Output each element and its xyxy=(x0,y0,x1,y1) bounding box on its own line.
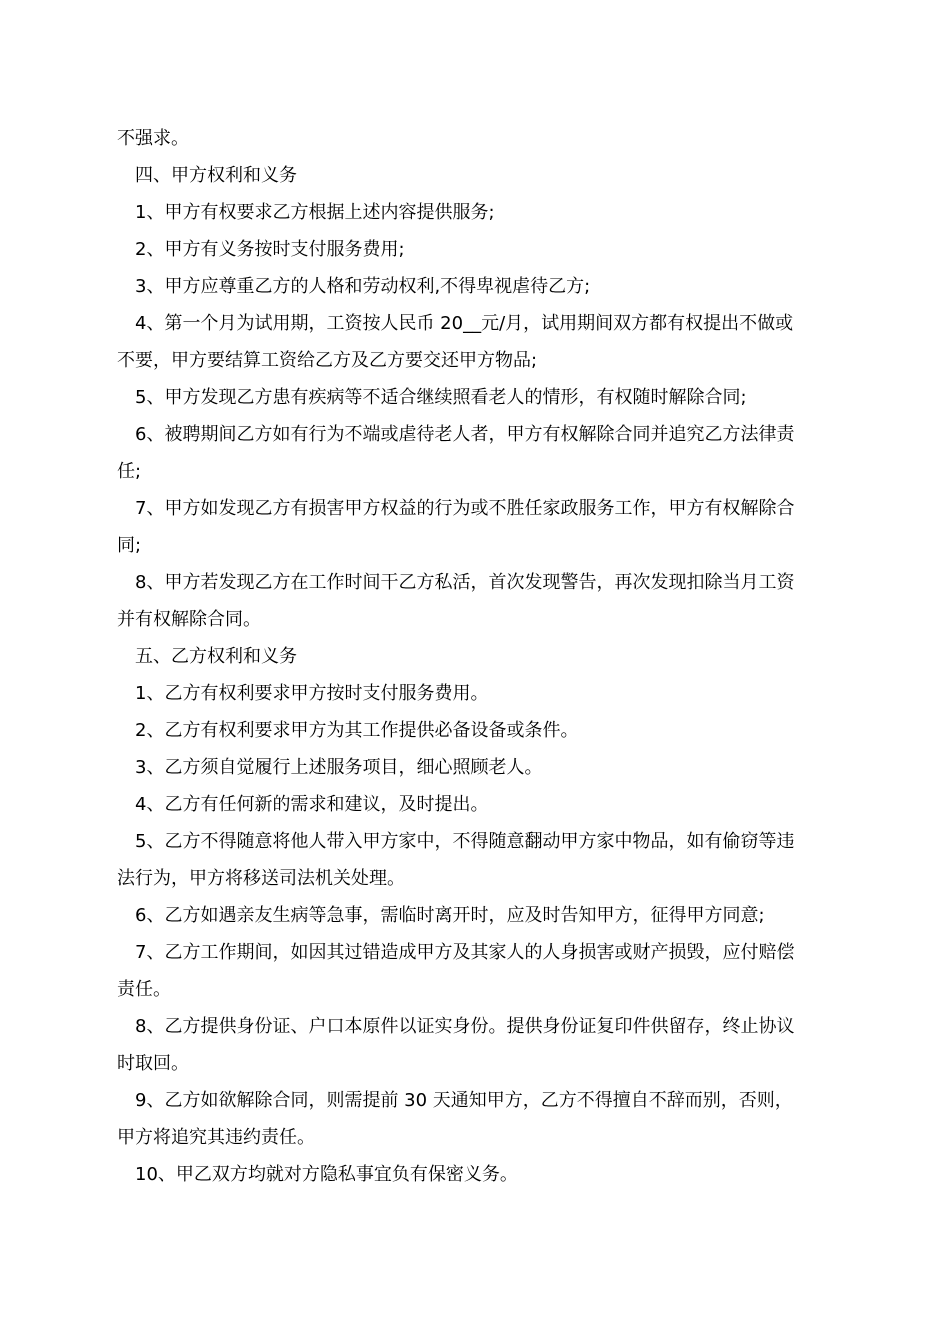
text-line: 9、乙方如欲解除合同，则需提前 30 天通知甲方，乙方不得擅自不辞而别，否则， xyxy=(135,1090,793,1111)
text-line: 不强求。 xyxy=(117,128,189,149)
text-line: 任; xyxy=(117,461,142,482)
text-line: 2、乙方有权利要求甲方为其工作提供必备设备或条件。 xyxy=(135,720,579,741)
text-line: 4、乙方有任何新的需求和建议，及时提出。 xyxy=(135,794,489,815)
text-line: 10、甲乙双方均就对方隐私事宜负有保密义务。 xyxy=(135,1164,518,1185)
text-line: 甲方将追究其违约责任。 xyxy=(117,1127,315,1148)
text-line: 8、甲方若发现乙方在工作时间干乙方私活，首次发现警告，再次发现扣除当月工资 xyxy=(135,572,795,593)
text-line: 7、甲方如发现乙方有损害甲方权益的行为或不胜任家政服务工作，甲方有权解除合 xyxy=(135,498,795,519)
text-line: 5、乙方不得随意将他人带入甲方家中，不得随意翻动甲方家中物品，如有偷窃等违 xyxy=(135,831,795,852)
text-line: 6、乙方如遇亲友生病等急事，需临时离开时，应及时告知甲方，征得甲方同意; xyxy=(135,905,765,926)
text-line: 5、甲方发现乙方患有疾病等不适合继续照看老人的情形，有权随时解除合同; xyxy=(135,387,747,408)
text-line: 2、甲方有义务按时支付服务费用; xyxy=(135,239,405,260)
text-line: 法行为，甲方将移送司法机关处理。 xyxy=(117,868,405,889)
text-line: 8、乙方提供身份证、户口本原件以证实身份。提供身份证复印件供留存，终止协议 xyxy=(135,1016,795,1037)
text-line: 4、第一个月为试用期，工资按人民币 20__元/月，试用期间双方都有权提出不做或 xyxy=(135,313,794,334)
text-line: 并有权解除合同。 xyxy=(117,609,261,630)
text-line: 不要，甲方要结算工资给乙方及乙方要交还甲方物品; xyxy=(117,350,538,371)
text-line: 时取回。 xyxy=(117,1053,189,1074)
text-line: 五、乙方权利和义务 xyxy=(135,646,297,667)
text-line: 1、甲方有权要求乙方根据上述内容提供服务; xyxy=(135,202,495,223)
text-line: 6、被聘期间乙方如有行为不端或虐待老人者，甲方有权解除合同并追究乙方法律责 xyxy=(135,424,795,445)
text-line: 同; xyxy=(117,535,142,556)
text-line: 责任。 xyxy=(117,979,171,1000)
text-line: 3、乙方须自觉履行上述服务项目，细心照顾老人。 xyxy=(135,757,543,778)
text-line: 3、甲方应尊重乙方的人格和劳动权利,不得卑视虐待乙方; xyxy=(135,276,591,297)
document-body xyxy=(117,120,837,1193)
text-line: 1、乙方有权利要求甲方按时支付服务费用。 xyxy=(135,683,489,704)
text-line: 四、甲方权利和义务 xyxy=(135,165,297,186)
text-line: 7、乙方工作期间，如因其过错造成甲方及其家人的人身损害或财产损毁，应付赔偿 xyxy=(135,942,795,963)
